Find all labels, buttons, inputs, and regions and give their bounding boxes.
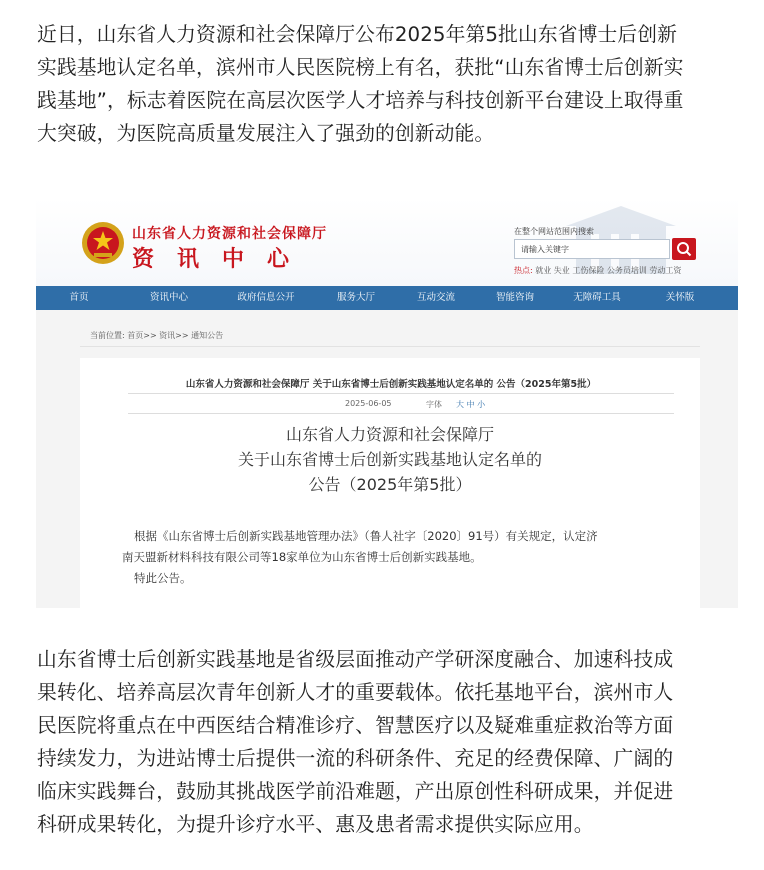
- hot-topics: [514, 265, 681, 276]
- body-line: 民医院将重点在中西医结合精准诊疗、智慧医疗以及疑难重症救治等方面: [37, 714, 674, 737]
- intro-paragraph: [37, 18, 737, 150]
- document-body-line: 特此公告。: [134, 571, 192, 585]
- site-header: [36, 198, 738, 286]
- nav-item-news[interactable]: 资讯中心: [149, 292, 188, 303]
- body-line: 山东省博士后创新实践基地是省级层面推动产学研深度融合、加速科技成: [37, 648, 674, 671]
- nav-item-gov-info[interactable]: 政府信息公开: [237, 292, 295, 303]
- intro-line: 大突破，为医院高质量发展注入了强劲的创新动能。: [37, 122, 495, 145]
- nav-item-interaction[interactable]: 互动交流: [416, 292, 455, 303]
- body-line: 持续发力，为进站博士后提供一流的科研条件、充足的经费保障、广阔的: [37, 747, 674, 770]
- search-button[interactable]: [672, 238, 696, 260]
- hot-items[interactable]: 就业 失业 工伤保险 公务员培训 劳动工资: [535, 266, 682, 275]
- divider: [128, 393, 674, 394]
- search-icon: [672, 238, 696, 260]
- publish-date: 2025-06-05: [345, 399, 392, 408]
- nav-item-home[interactable]: 首页: [69, 292, 89, 303]
- document-title-line: 关于山东省博士后创新实践基地认定名单的: [237, 450, 542, 469]
- search-hint: 在整个网站范围内搜索: [514, 227, 594, 236]
- main-nav: [36, 286, 738, 310]
- font-size-label: 字体: [426, 400, 442, 409]
- nav-item-care-mode[interactable]: 关怀版: [665, 292, 695, 303]
- org-subtitle: 资讯中心: [132, 247, 313, 272]
- body-line: 科研成果转化，为提升诊疗水平、惠及患者需求提供实际应用。: [37, 813, 594, 836]
- intro-line: 实践基地认定名单，滨州市人民医院榜上有名，获批“山东省博士后创新实: [37, 56, 684, 79]
- document-body-line: 南天盟新材料科技有限公司等18家单位为山东省博士后创新实践基地。: [122, 550, 482, 564]
- intro-line: 践基地”，标志着医院在高层次医学人才培养与科技创新平台建设上取得重: [37, 89, 684, 112]
- national-emblem-icon: [80, 220, 126, 266]
- intro-line: 近日，山东省人力资源和社会保障厅公布2025年第5批山东省博士后创新: [37, 23, 677, 46]
- nav-item-accessibility[interactable]: 无障碍工具: [573, 292, 621, 303]
- divider: [80, 346, 700, 347]
- document-body: [122, 526, 682, 589]
- breadcrumb: 当前位置: 首页>> 资讯>> 通知公告: [90, 331, 224, 340]
- divider: [128, 413, 674, 414]
- nav-item-smart-consult[interactable]: 智能咨询: [495, 292, 534, 303]
- document-title-line: 公告（2025年第5批）: [308, 475, 472, 494]
- body-paragraph: [37, 643, 737, 841]
- nav-item-service-hall[interactable]: 服务大厅: [336, 292, 375, 303]
- document-title: [80, 422, 700, 497]
- org-name: 山东省人力资源和社会保障厅: [132, 226, 327, 242]
- announcement-heading: 山东省人力资源和社会保障厅 关于山东省博士后创新实践基地认定名单的 公告（2025年第5批）: [185, 379, 597, 390]
- body-line: 临床实践舞台，鼓励其挑战医学前沿难题，产出原创性科研成果，并促进: [37, 780, 674, 803]
- search-input[interactable]: 请输入关键字: [514, 239, 670, 259]
- document-title-line: 山东省人力资源和社会保障厅: [285, 425, 494, 444]
- font-size-options[interactable]: 大 中 小: [456, 400, 486, 409]
- hot-label: 热点:: [514, 266, 533, 275]
- body-line: 果转化、培养高层次青年创新人才的重要载体。依托基地平台，滨州市人: [37, 681, 674, 704]
- document-body-line: 根据《山东省博士后创新实践基地管理办法》（鲁人社字〔2020〕91号）有关规定，认定济: [134, 529, 598, 543]
- announcement-screenshot: [36, 198, 738, 608]
